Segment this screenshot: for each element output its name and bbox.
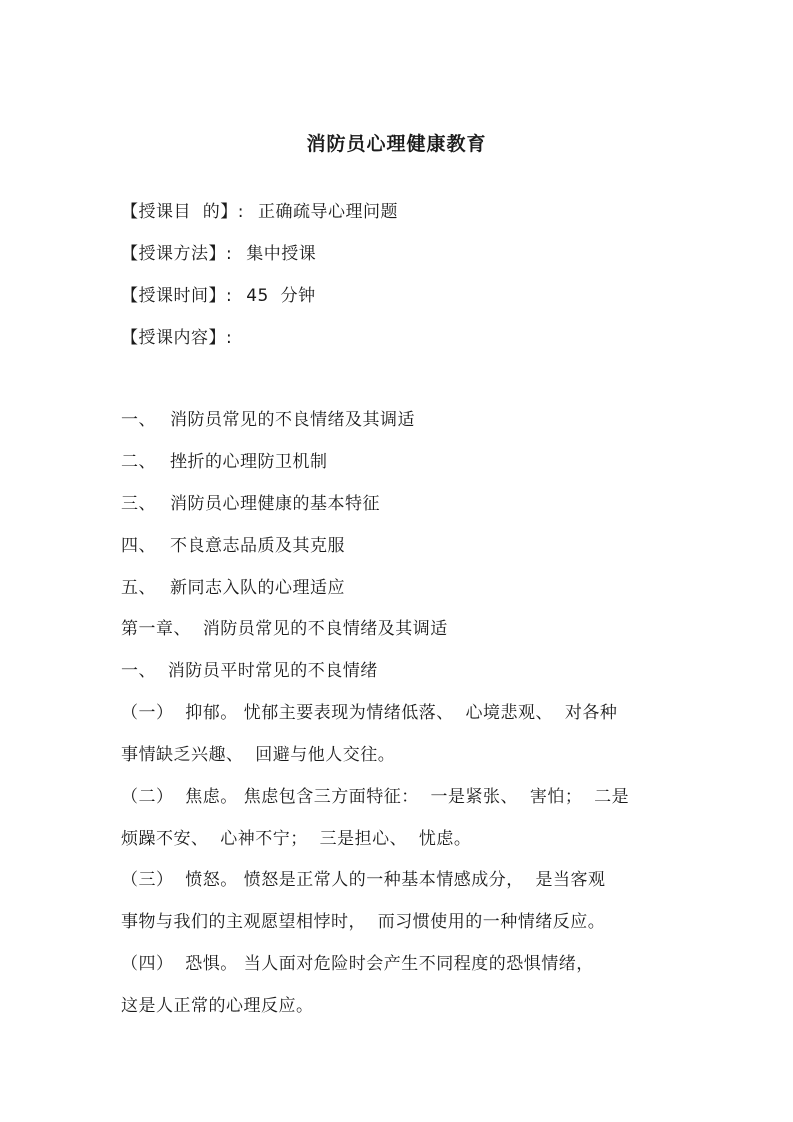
body-line: 烦躁不安、 心神不宁； 三是担心、 忧虑。 xyxy=(121,829,472,849)
outline-item-text: 新同志入队的心理适应 xyxy=(170,578,345,598)
outline-item xyxy=(121,450,328,474)
meta-purpose-value: 正确疏导心理问题 xyxy=(258,202,399,222)
meta-method-label: 【授课方法】: xyxy=(121,244,233,264)
outline-item xyxy=(121,534,345,558)
body-line: （一） 抑郁。 忧郁主要表现为情绪低落、 心境悲观、 对各种 xyxy=(121,703,618,723)
meta-method xyxy=(121,242,316,266)
meta-purpose-label: 【授课目 的】: xyxy=(121,202,245,222)
outline-item-num: 五、 xyxy=(121,578,156,598)
outline-item-num: 二、 xyxy=(121,452,156,472)
outline-item-num: 四、 xyxy=(121,536,156,556)
meta-purpose xyxy=(121,200,398,224)
body-line: （四） 恐惧。 当人面对危险时会产生不同程度的恐惧情绪， xyxy=(121,954,594,974)
section-heading: 一、 消防员平时常见的不良情绪 xyxy=(121,661,378,681)
meta-method-value: 集中授课 xyxy=(246,244,317,264)
body-line: 事物与我们的主观愿望相悖时， 而习惯使用的一种情绪反应。 xyxy=(121,912,606,932)
body-line: 事情缺乏兴趣、 回避与他人交往。 xyxy=(121,745,396,765)
meta-time-value: 45 分钟 xyxy=(246,286,316,306)
outline-item-num: 三、 xyxy=(121,494,156,514)
outline-item xyxy=(121,408,415,432)
outline-item-num: 一、 xyxy=(121,410,156,430)
outline-item xyxy=(121,576,345,600)
chapter-heading: 第一章、 消防员常见的不良情绪及其调适 xyxy=(121,619,448,639)
body-line: （二） 焦虑。 焦虑包含三方面特征： 一是紧张、 害怕； 二是 xyxy=(121,787,630,807)
meta-time-label: 【授课时间】: xyxy=(121,286,233,306)
body-line: （三） 愤怒。 愤怒是正常人的一种基本情感成分， 是当客观 xyxy=(121,870,606,890)
outline-item-text: 不良意志品质及其克服 xyxy=(170,536,345,556)
body-line: 这是人正常的心理反应。 xyxy=(121,996,314,1016)
meta-content-label: 【授课内容】: xyxy=(121,328,233,348)
meta-content xyxy=(121,326,232,350)
outline-item-text: 消防员心理健康的基本特征 xyxy=(170,494,380,514)
document-title: 消防员心理健康教育 xyxy=(306,133,487,155)
outline-item-text: 挫折的心理防卫机制 xyxy=(170,452,328,472)
outline-item-text: 消防员常见的不良情绪及其调适 xyxy=(170,410,415,430)
outline-item xyxy=(121,492,380,516)
meta-time xyxy=(121,284,316,308)
